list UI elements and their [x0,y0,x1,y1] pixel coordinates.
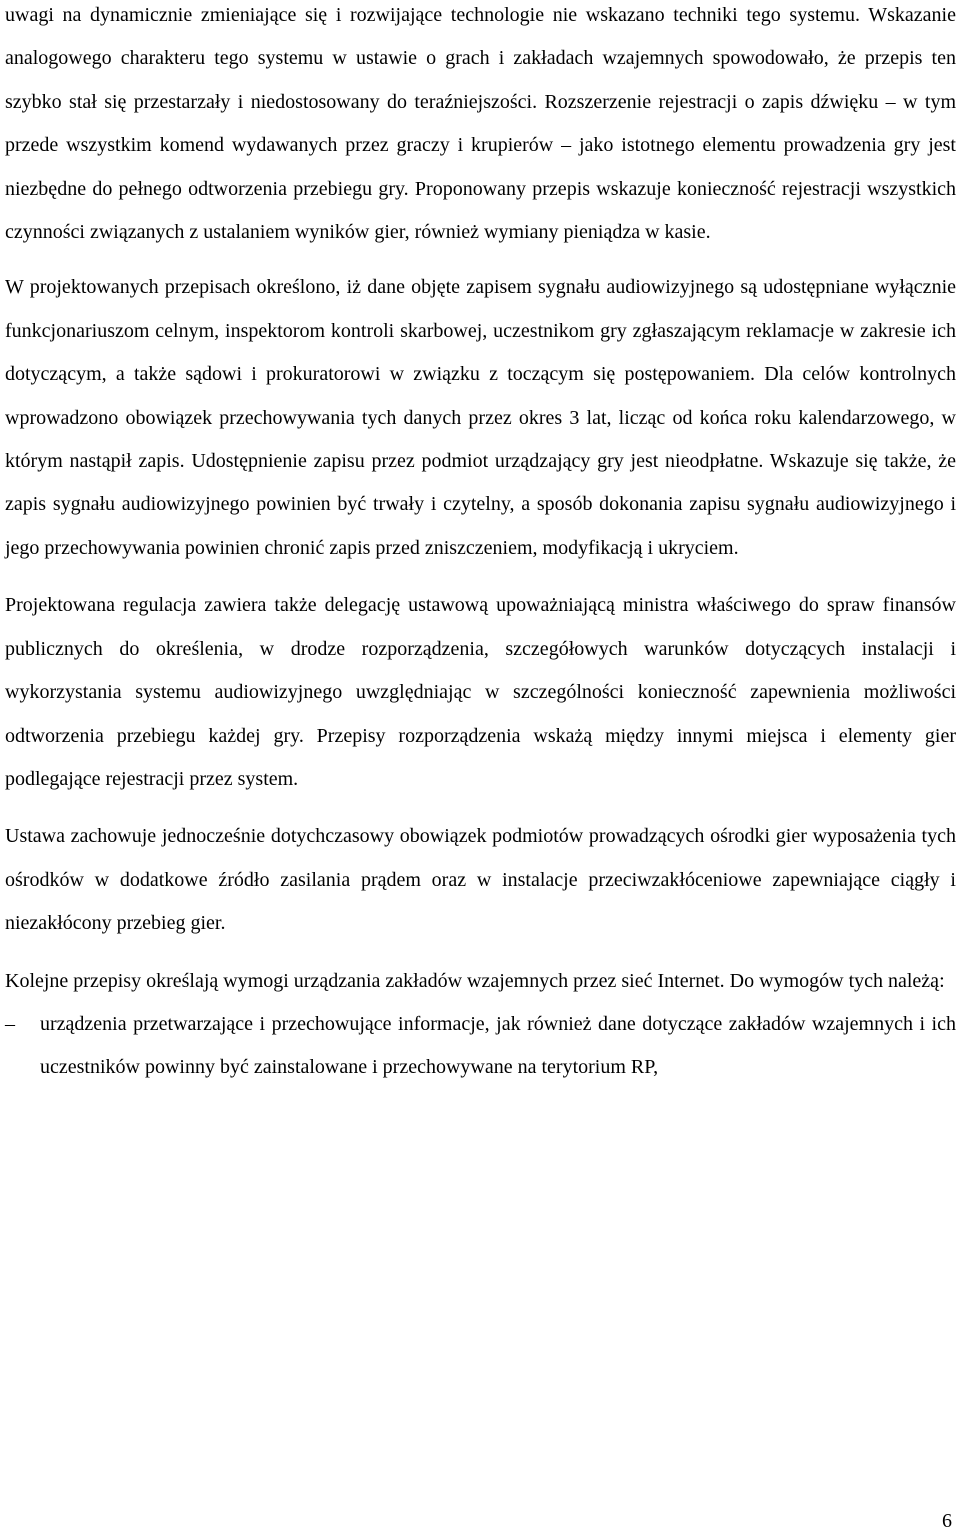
paragraph-3: Projektowana regulacja zawiera także delegację ustawową upoważniającą ministra właściwego do spraw finansów publicznych do określenia, w drodze rozporządzenia, szczegółowych warunków dotyczących instalacji i wykorzystania systemu audiowizyjnego uwzględniając w szczególności konieczność zapewnienia możliwości odtworzenia przebiegu każdej gry. Przepisy rozporządzenia wskażą między innymi miejsca i elementy gier podlegające rejestracji przez system. [5,594,956,790]
list-dash-marker: – [5,1012,15,1035]
paragraph-4: Ustawa zachowuje jednocześnie dotychczasowy obowiązek podmiotów prowadzących ośrodki gier wyposażenia tych ośrodków w dodatkowe źródło zasilania prądem oraz w instalacje przeciwzakłóceniowe zapewniające ciągły i niezakłócony przebieg gier. [5,825,956,935]
paragraph-5: Kolejne przepisy określają wymogi urządzania zakładów wzajemnych przez sieć Internet. Do wymogów tych należą: [5,969,945,992]
paragraph-2: W projektowanych przepisach określono, iż dane objęte zapisem sygnału audiowizyjnego są udostępniane wyłącznie funkcjonariuszom celnym, inspektorom kontroli skarbowej, uczestnikom gry zgłaszającym reklamacje w zakresie ich dotyczącym, a także sądowi i prokuratorowi w związku z toczącym się postępowaniem. Dla celów kontrolnych wprowadzono obowiązek przechowywania tych danych przez okres 3 lat, licząc od końca roku kalendarzowego, w którym nastąpił zapis. Udostępnienie zapisu przez podmiot urządzający gry jest nieodpłatne. Wskazuje się także, że zapis sygnału audiowizyjnego powinien być trwały i czytelny, a sposób dokonania zapisu sygnału audiowizyjnego i jego przechowywania powinien chronić zapis przed zniszczeniem, modyfikacją i ukryciem. [5,276,956,559]
paragraph-1: uwagi na dynamicznie zmieniające się i rozwijające technologie nie wskazano techniki tego systemu. Wskazanie analogowego charakteru tego systemu w ustawie o grach i zakładach wzajemnych spowodowało, że przepis ten szybko stał się przestarzały i niedostosowany do teraźniejszości. Rozszerzenie rejestracji o zapis dźwięku – w tym przede wszystkim komend wydawanych przez graczy i krupierów – jako istotnego elementu prowadzenia gry jest niezbędne do pełnego odtworzenia przebiegu gry. Proponowany przepis wskazuje konieczność rejestracji wszystkich czynności związanych z ustalaniem wyników gier, również wymiany pieniądza w kasie. [5,4,956,244]
list-item-text: urządzenia przetwarzające i przechowujące informacje, jak również dane dotyczące zakładów wzajemnych i ich uczestników powinny być zainstalowane i przechowywane na terytorium RP, [40,1012,956,1079]
page-number: 6 [942,1510,952,1532]
document-page [5,0,956,1090]
list-item [5,1003,956,1090]
